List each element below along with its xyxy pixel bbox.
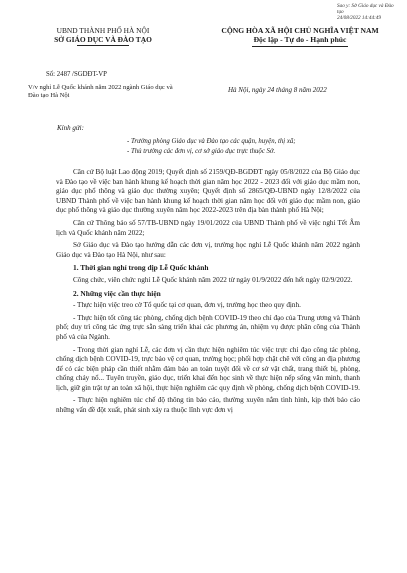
paragraph: - Trong thời gian nghỉ Lễ, các đơn vị cần thực hiện nghiêm túc việc trực chỉ đạo công tác phòng, chống dịch bệnh COVID-19, trực bảo vệ cơ quan, trường học; phối hợp chặt chẽ với công an địa phương để có các biện pháp cần thiết nhằm đảm bảo an toàn tuyệt đối về cơ sở vật chất, trang thiết bị, phòng, chống cháy nổ... Tuyên truyền, giáo dục, triển khai đến học sinh về thực hiện nếp sống văn minh, thanh lịch, giữ gìn trật tự an toàn xã hội, thực hiện nghiêm các quy định về phòng, chống dịch bệnh COVID-19. <box>56 345 360 392</box>
recipient-list <box>127 137 296 157</box>
issuer-underline <box>77 45 129 46</box>
recipient-item: - Thủ trưởng các đơn vị, cơ sở giáo dục trực thuộc Sở. <box>127 147 276 155</box>
issuer-parent: UBND THÀNH PHỐ HÀ NỘI <box>56 26 150 35</box>
paragraph: - Thực hiện việc treo cờ Tổ quốc tại cơ quan, đơn vị, trường học theo quy định. <box>73 301 301 310</box>
paragraph: Sở Giáo dục và Đào tạo hướng dẫn các đơn vị, trường học nghỉ Lễ Quốc khánh năm 2022 ngành Giáo dục và Đào tạo Hà Nội, như sau: <box>56 241 360 259</box>
paragraph: - Thực hiện tốt công tác phòng, chống dịch bệnh COVID-19 theo chỉ đạo của Trung ương và Thành phố; duy trì công tác ứng trực sẵn sàng triển khai các phương án, nhiệm vụ được phân công của Thành phố và của Ngành. <box>56 313 360 341</box>
country-name: CỘNG HÒA XÃ HỘI CHỦ NGHĨA VIỆT NAM <box>221 26 379 35</box>
paragraph: Công chức, viên chức nghỉ Lễ Quốc khánh năm 2022 từ ngày 01/9/2022 đến hết ngày 02/9/2022. <box>73 275 353 284</box>
paragraph: - Thực hiện nghiêm túc chế độ thông tin báo cáo, thường xuyên nắm tình hình, kịp thời báo cáo những vấn đề đột xuất, phát sinh xảy ra thuộc lĩnh vực đơn vị <box>56 396 360 415</box>
paragraph: Căn cứ Thông báo số 57/TB-UBND ngày 19/01/2022 của UBND Thành phố về việc nghỉ Tết Âm lịch và Quốc khánh năm 2022; <box>56 218 360 237</box>
document-date: Hà Nội, ngày 24 tháng 8 năm 2022 <box>228 86 327 94</box>
stamp-line-1: Sao y: Sở Giáo dục và Đào tạo <box>337 3 394 16</box>
national-motto-block <box>205 26 395 47</box>
paragraph: Căn cứ Bộ luật Lao động 2019; Quyết định số 2159/QĐ-BGDĐT ngày 05/8/2022 của Bộ Giáo dục và Đào tạo về việc ban hành khung kế hoạch thời gian năm học 2022 - 2023 đối với giáo dục mầm non, giáo dục phổ thông và giáo dục thường xuyên; Quyết định số 2865/QĐ-UBND ngày 12/8/2022 của UBND Thành phố về việc ban hành khung kế hoạch thời gian năm học đối với giáo dục mầm non, giáo dục phổ thông và giáo dục thường xuyên năm học 2022-2023 trên địa bàn thành phố Hà Nội; <box>56 168 360 215</box>
issuer-block <box>26 26 180 46</box>
section-heading: 2. Những việc cần thực hiện <box>73 288 161 298</box>
recipient-item: - Trưởng phòng Giáo dục và Đào tạo các quận, huyện, thị xã; <box>127 138 296 145</box>
section-heading: 1. Thời gian nghỉ trong dịp Lễ Quốc khánh <box>73 263 209 273</box>
copy-stamp <box>337 3 399 22</box>
stamp-line-2: 24/08/2022 14:44:49 <box>337 15 381 22</box>
motto-underline <box>252 46 348 47</box>
motto: Độc lập - Tự do - Hạnh phúc <box>253 35 347 45</box>
document-header <box>0 26 407 106</box>
document-body <box>56 168 360 419</box>
document-number: Số: 2487 /SGDĐT-VP <box>46 71 107 78</box>
salutation: Kính gửi: <box>57 124 84 132</box>
issuer-name: SỞ GIÁO DỤC VÀ ĐÀO TẠO <box>54 35 152 45</box>
document-subject: V/v nghỉ Lễ Quốc khánh năm 2022 ngành Giáo dục và Đào tạo Hà Nội <box>28 84 173 99</box>
